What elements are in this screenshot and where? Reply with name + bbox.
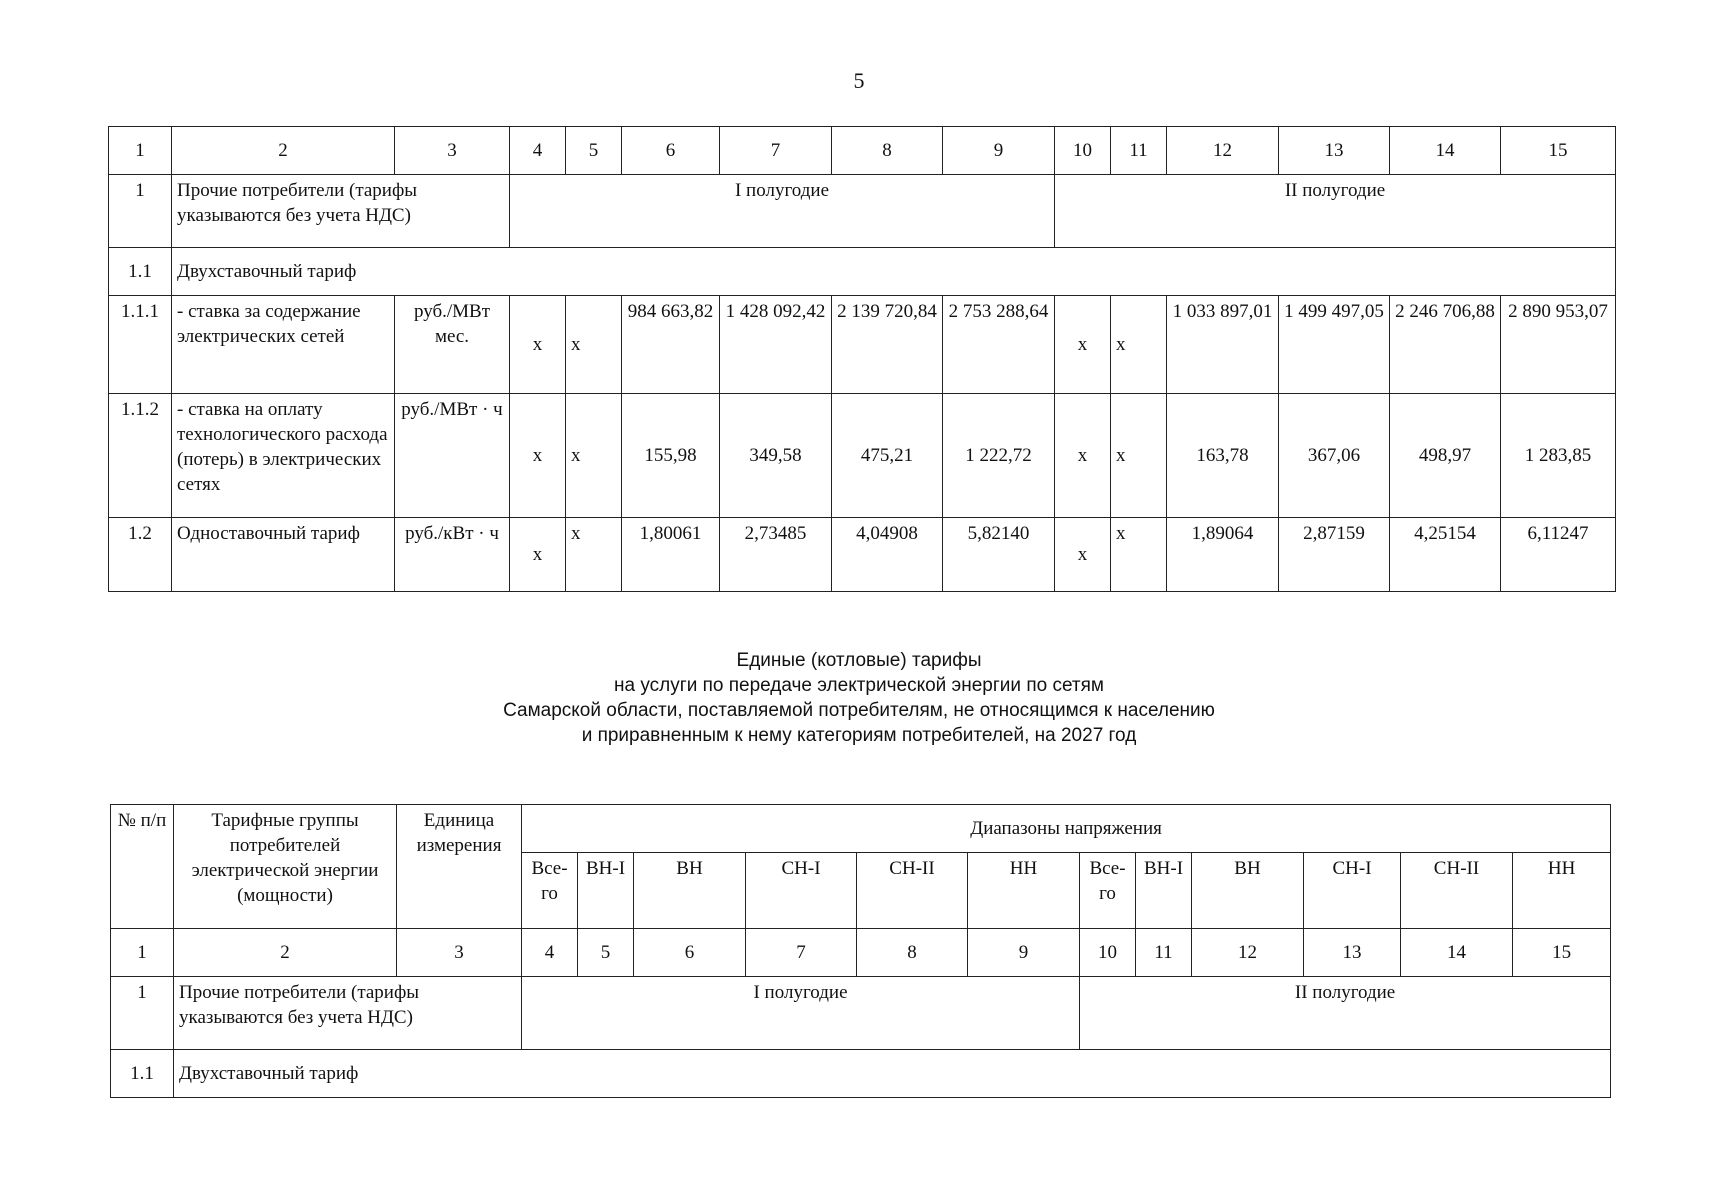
row-number: 1.2 [109,518,172,592]
header-subcol: СН-II [1401,853,1513,929]
header-group: Тарифные группы потребителей электрической энергии (мощности) [174,805,397,929]
value-cell: x [510,394,566,518]
unit: руб./МВт · ч [395,394,510,518]
header-subcol: ВН-I [1136,853,1192,929]
col-number: 7 [720,127,832,175]
value-cell: 475,21 [832,394,943,518]
header-subcol: НН [1513,853,1611,929]
value-cell: 498,97 [1390,394,1501,518]
col-number: 8 [832,127,943,175]
col-number: 2 [172,127,395,175]
row-number: 1 [109,175,172,248]
header-unit: Единица измерения [397,805,522,929]
consumer-group-name: Прочие потребители (тарифы указываются без учета НДС) [174,977,522,1050]
value-cell: 5,82140 [943,518,1055,592]
tariff-row [109,394,1616,518]
unit: руб./кВт · ч [395,518,510,592]
tariff-name: - ставка за содержание электрических сетей [172,296,395,394]
value-cell: x [566,518,622,592]
header-voltage-ranges: Диапазоны напряжения [522,805,1611,853]
consumer-group-row [109,175,1616,248]
value-cell: 4,25154 [1390,518,1501,592]
col-number: 10 [1055,127,1111,175]
header-row [111,805,1611,853]
col-number: 6 [622,127,720,175]
section-name: Двухставочный тариф [172,248,1616,296]
col-number: 1 [109,127,172,175]
tariff-name: Одноставочный тариф [172,518,395,592]
col-number: 11 [1136,929,1192,977]
heading-line: Самарской области, поставляемой потребителям, не относящимся к населению [503,700,1215,721]
consumer-group-row [111,977,1611,1050]
header-subcol: СН-II [857,853,968,929]
col-number: 2 [174,929,397,977]
value-cell: 1,80061 [622,518,720,592]
col-number: 15 [1513,929,1611,977]
col-number: 11 [1111,127,1167,175]
consumer-group-name: Прочие потребители (тарифы указываются без учета НДС) [172,175,510,248]
value-cell: x [1111,518,1167,592]
value-cell: x [566,296,622,394]
value-cell: 4,04908 [832,518,943,592]
column-number-row [111,929,1611,977]
value-cell: 163,78 [1167,394,1279,518]
value-cell: 155,98 [622,394,720,518]
value-cell: 367,06 [1279,394,1390,518]
value-cell: 2 753 288,64 [943,296,1055,394]
col-number: 6 [634,929,746,977]
column-number-row [109,127,1616,175]
unit: руб./МВт мес. [395,296,510,394]
document-heading [0,648,1718,748]
tariff-table-2027 [110,804,1611,1098]
value-cell: x [1111,394,1167,518]
tariff-row [109,296,1616,394]
section-name: Двухставочный тариф [174,1050,1611,1098]
col-number: 9 [943,127,1055,175]
col-number: 8 [857,929,968,977]
value-cell: x [510,518,566,592]
header-subcol: СН-I [1304,853,1401,929]
half-year-1-label: I полугодие [510,175,1055,248]
header-subcol: ВН-I [578,853,634,929]
row-number: 1.1 [111,1050,174,1098]
value-cell: 2 246 706,88 [1390,296,1501,394]
col-number: 5 [578,929,634,977]
value-cell: 1 428 092,42 [720,296,832,394]
header-subcol: ВН [634,853,746,929]
header-subcol: НН [968,853,1080,929]
col-number: 3 [395,127,510,175]
value-cell: 1 499 497,05 [1279,296,1390,394]
value-cell: 2 139 720,84 [832,296,943,394]
col-number: 5 [566,127,622,175]
value-cell: x [510,296,566,394]
section-row [111,1050,1611,1098]
col-number: 14 [1401,929,1513,977]
half-year-1-label: I полугодие [522,977,1080,1050]
row-number: 1.1.2 [109,394,172,518]
col-number: 13 [1279,127,1390,175]
tariff-name: - ставка на оплату технологического расхода (потерь) в электрических сетях [172,394,395,518]
row-number: 1.1.1 [109,296,172,394]
col-number: 3 [397,929,522,977]
tariff-table-continued [108,126,1616,592]
header-num: № п/п [111,805,174,929]
row-number: 1.1 [109,248,172,296]
col-number: 1 [111,929,174,977]
row-number: 1 [111,977,174,1050]
section-row [109,248,1616,296]
value-cell: 2,73485 [720,518,832,592]
header-subcol: СН-I [746,853,857,929]
half-year-2-label: II полугодие [1055,175,1616,248]
col-number: 9 [968,929,1080,977]
value-cell: 6,11247 [1501,518,1616,592]
col-number: 12 [1167,127,1279,175]
value-cell: 1 033 897,01 [1167,296,1279,394]
col-number: 15 [1501,127,1616,175]
value-cell: 2 890 953,07 [1501,296,1616,394]
value-cell: 349,58 [720,394,832,518]
value-cell: x [1111,296,1167,394]
half-year-2-label: II полугодие [1080,977,1611,1050]
value-cell: 1 283,85 [1501,394,1616,518]
col-number: 12 [1192,929,1304,977]
heading-line: Единые (котловые) тарифы [736,650,982,671]
col-number: 14 [1390,127,1501,175]
page-number: 5 [853,68,865,93]
col-number: 13 [1304,929,1401,977]
heading-line: и приравненным к нему категориям потребителей, на 2027 год [581,725,1137,746]
col-number: 7 [746,929,857,977]
header-subcol: Все-го [522,853,578,929]
value-cell: x [1055,518,1111,592]
header-subcol: ВН [1192,853,1304,929]
value-cell: 984 663,82 [622,296,720,394]
heading-line: на услуги по передаче электрической энергии по сетям [614,675,1104,696]
value-cell: x [1055,296,1111,394]
value-cell: x [566,394,622,518]
value-cell: x [1055,394,1111,518]
header-subcol: Все-го [1080,853,1136,929]
value-cell: 2,87159 [1279,518,1390,592]
value-cell: 1,89064 [1167,518,1279,592]
col-number: 4 [522,929,578,977]
tariff-row [109,518,1616,592]
value-cell: 1 222,72 [943,394,1055,518]
col-number: 10 [1080,929,1136,977]
col-number: 4 [510,127,566,175]
